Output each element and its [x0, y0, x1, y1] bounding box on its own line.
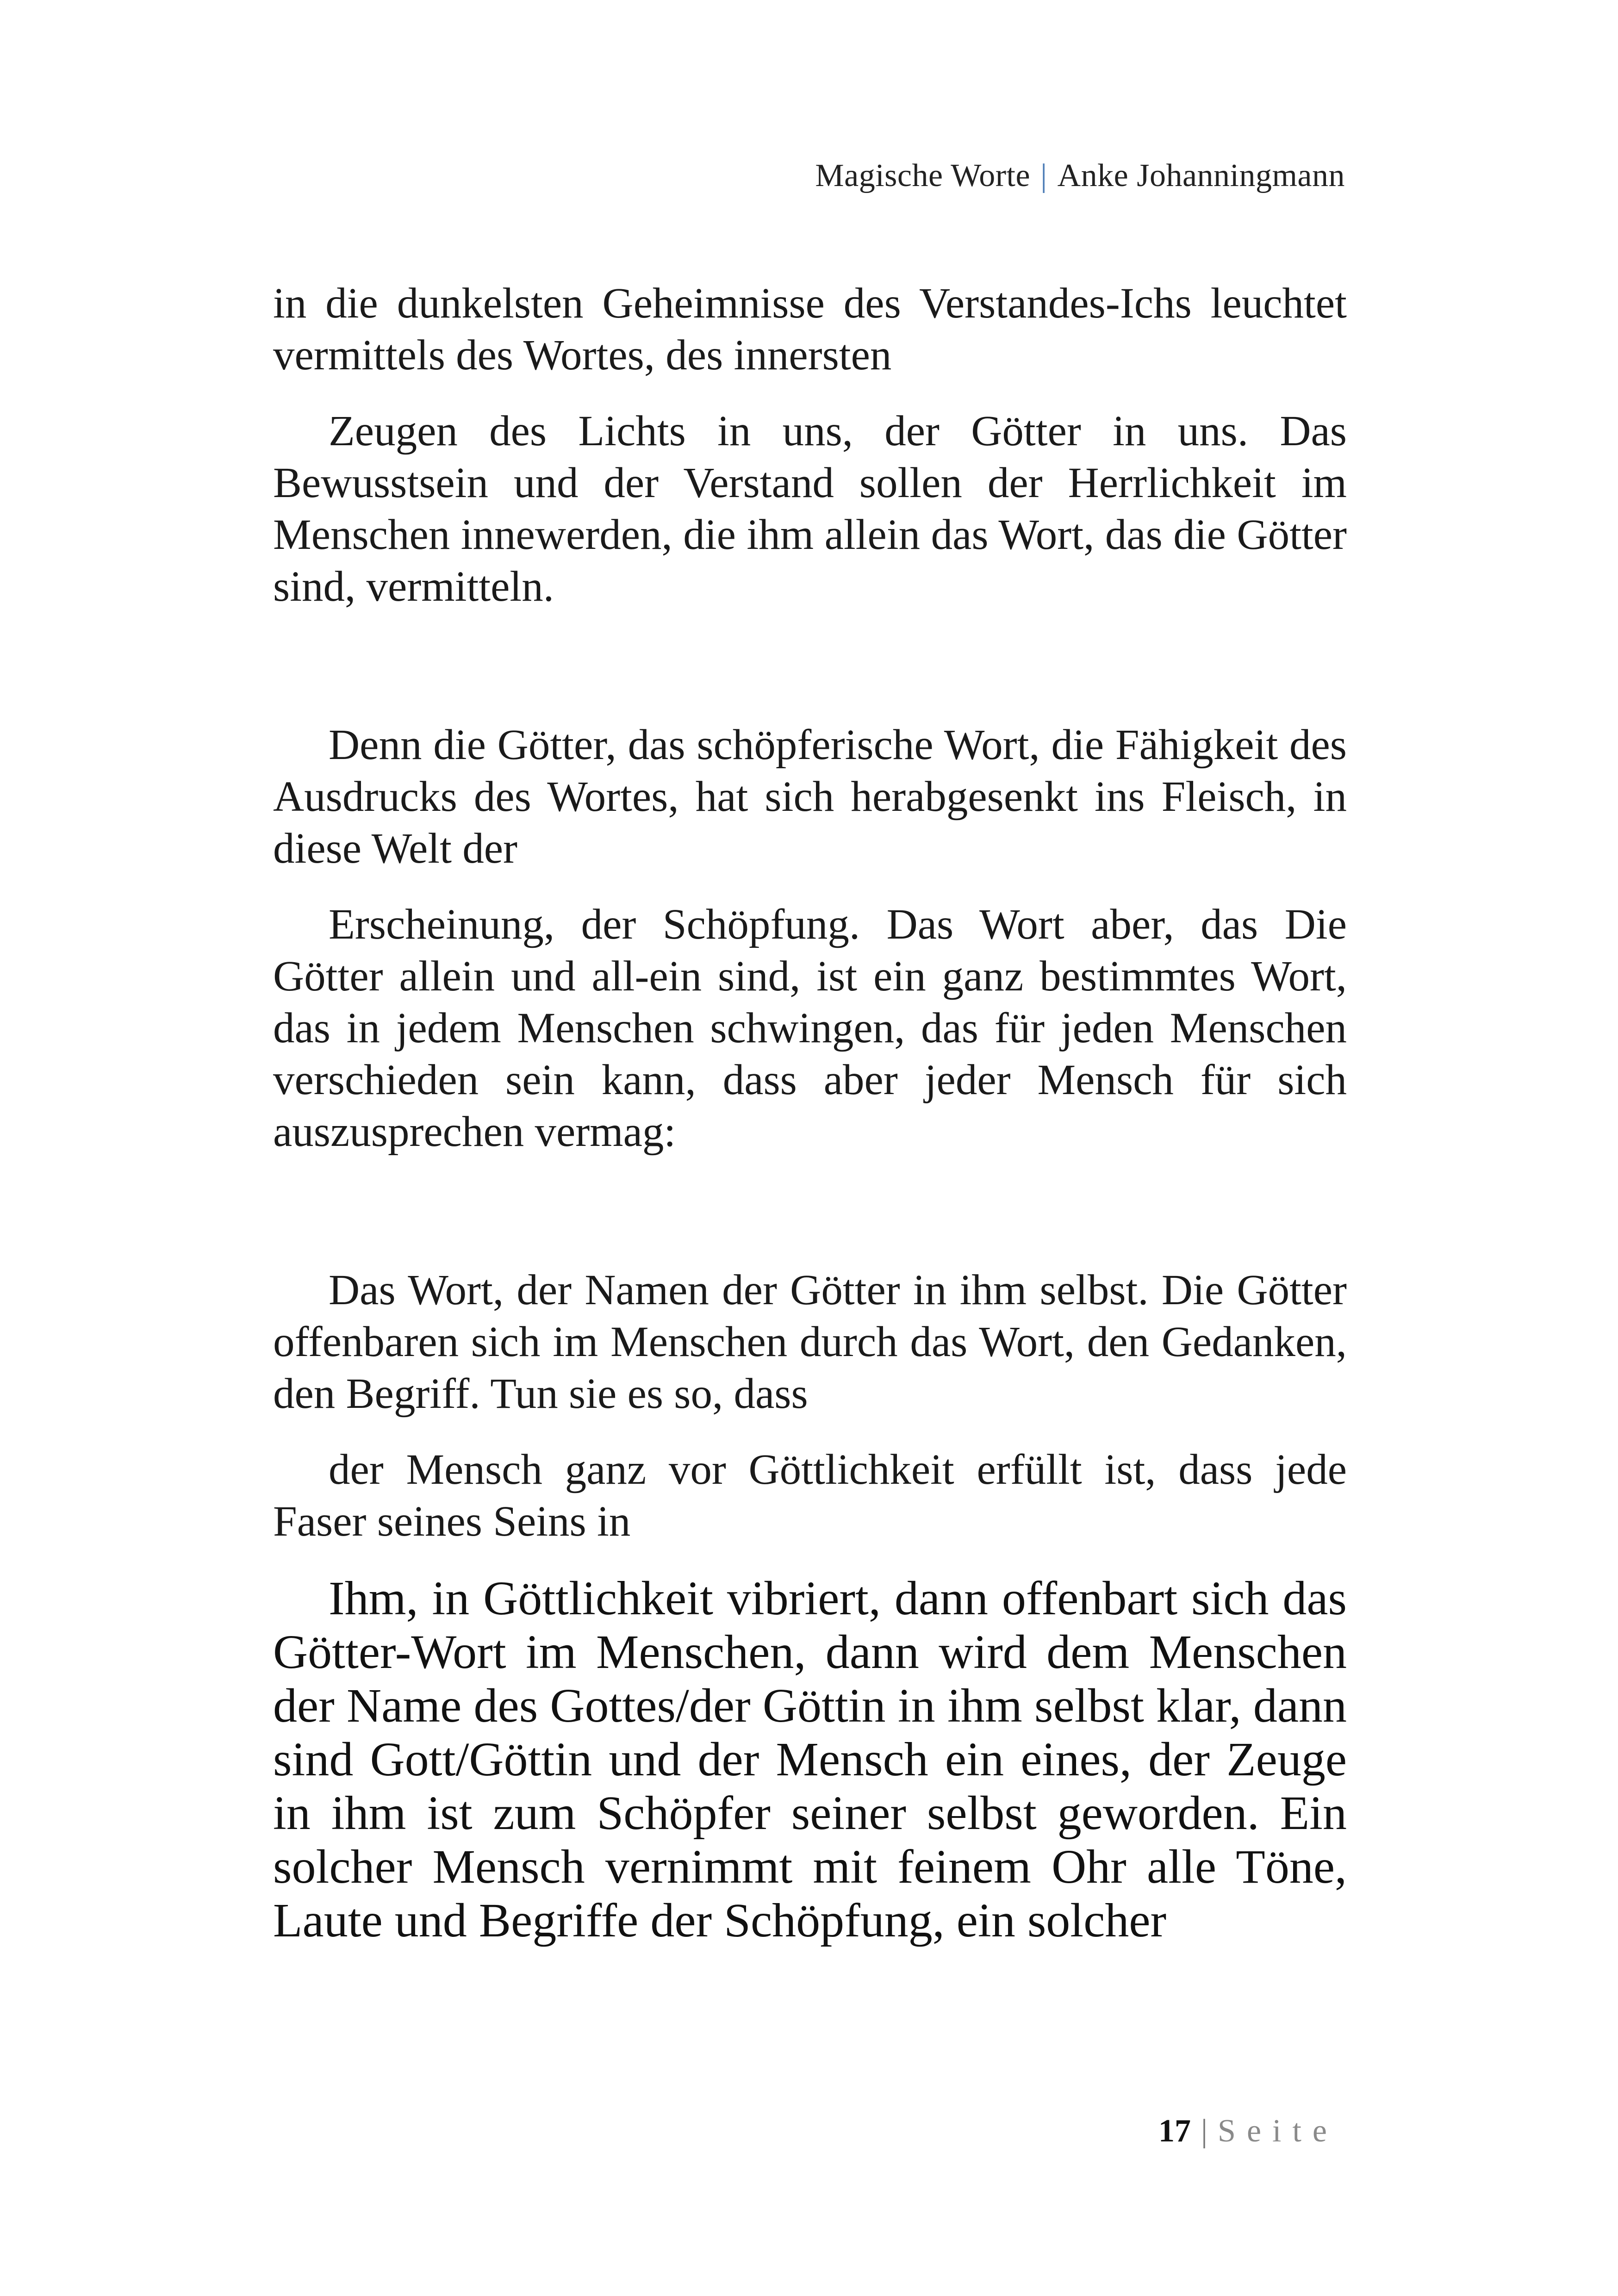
paragraph-6: der Mensch ganz vor Göttlichkeit erfüllt ist, dass jede Faser seines Seins in: [273, 1446, 1347, 1545]
paragraph-2: Zeugen des Lichts in uns, der Götter in uns. Das Bewusstsein und der Verstand sollen der Herrlichkeit im Menschen innewerden, die ihm allein das Wort, das die Götter sind, vermitteln.: [273, 407, 1347, 610]
book-title: Magische Worte: [815, 158, 1031, 193]
footer-separator: |: [1201, 2113, 1208, 2149]
author-name: Anke Johanningmann: [1057, 158, 1345, 193]
paragraph-3: Denn die Götter, das schöpferische Wort, die Fähigkeit des Ausdrucks des Wortes, hat sich herabgesenkt ins Fleisch, in diese Welt der: [273, 721, 1347, 872]
paragraph-7: Ihm, in Göttlichkeit vibriert, dann offenbart sich das Götter-Wort im Menschen, dann wird dem Menschen der Name des Gottes/der Göttin in ihm selbst klar, dann sind Gott/Göttin und der Mensch ein eines, der Zeuge in ihm ist zum Schöpfer seiner selbst geworden. Ein solcher Mensch vernimmt mit feinem Ohr alle Töne, Laute und Begriffe der Schöpfung, ein solcher: [273, 1572, 1347, 1947]
running-header: [815, 157, 1345, 194]
page-footer: [1158, 2113, 1338, 2150]
paragraph-1: in die dunkelsten Geheimnisse des Verstandes-Ichs leuchtet vermittels des Wortes, des innersten: [273, 280, 1347, 379]
page-number: 17: [1158, 2113, 1191, 2149]
paragraph-5: Das Wort, der Namen der Götter in ihm selbst. Die Götter offenbaren sich im Menschen durch das Wort, den Gedanken, den Begriff. Tun sie es so, dass: [273, 1266, 1347, 1418]
page-body: [273, 278, 1347, 1948]
page-label: Seite: [1218, 2113, 1338, 2149]
header-separator: |: [1040, 158, 1047, 193]
paragraph-4: Erscheinung, der Schöpfung. Das Wort aber, das Die Götter allein und all-ein sind, ist ein ganz bestimmtes Wort, das in jedem Menschen schwingen, das für jeden Menschen verschieden sein kann, dass aber jeder Mensch für sich auszusprechen vermag:: [273, 901, 1347, 1156]
